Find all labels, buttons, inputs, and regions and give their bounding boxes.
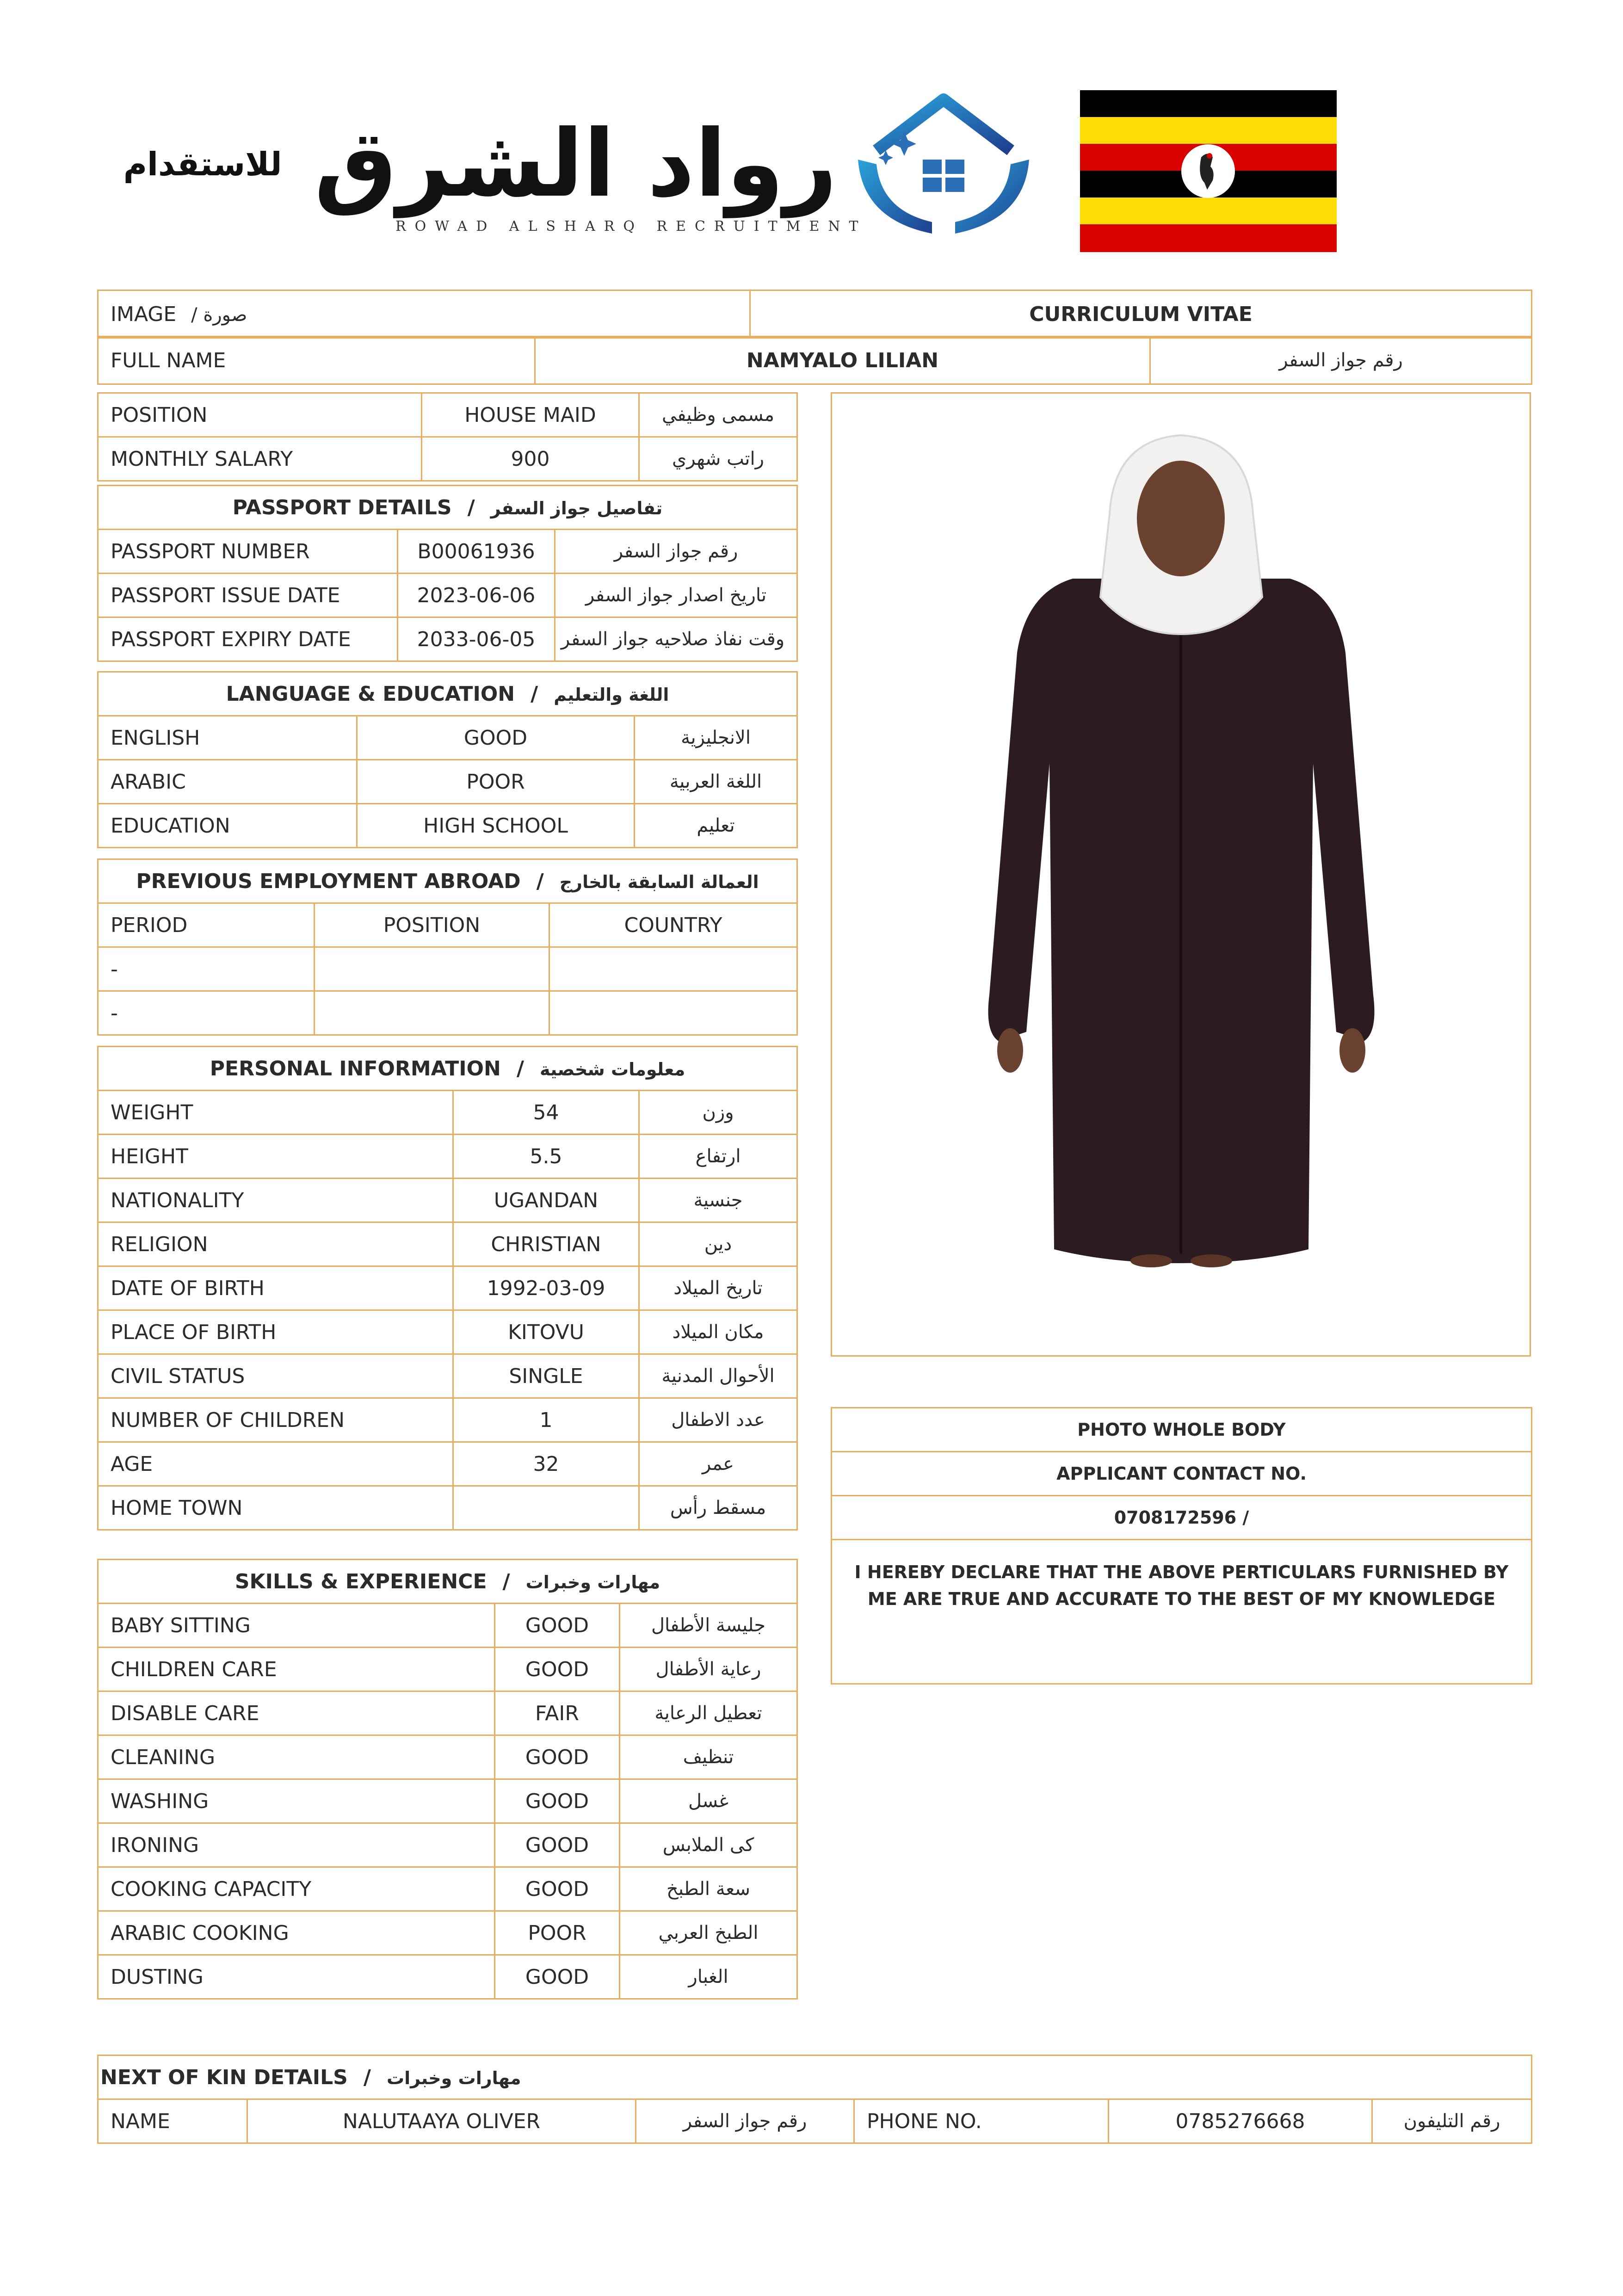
height-arabic: ارتفاع bbox=[639, 1135, 797, 1179]
skill-arabic: جليسة الأطفال bbox=[620, 1604, 797, 1648]
children-value: 1 bbox=[453, 1398, 639, 1442]
civil-status-arabic: الأحوال المدنية bbox=[639, 1354, 797, 1398]
applicant-info-table bbox=[831, 1407, 1532, 1685]
image-label-arabic: / صورة bbox=[191, 304, 247, 326]
table-row bbox=[98, 947, 797, 991]
position-value: HOUSE MAID bbox=[422, 393, 639, 437]
table-row bbox=[98, 1604, 797, 1648]
kin-name-arabic: رقم جواز السفر bbox=[636, 2099, 854, 2143]
table-row bbox=[98, 991, 797, 1035]
skill-arabic: تعطيل الرعاية bbox=[620, 1691, 797, 1735]
table-row bbox=[98, 1135, 797, 1179]
skills-section-title-arabic: مهارات وخبرات bbox=[525, 1572, 660, 1592]
passport-expiry-label: PASSPORT EXPIRY DATE bbox=[98, 617, 398, 661]
job-table bbox=[97, 392, 798, 481]
weight-arabic: وزن bbox=[639, 1091, 797, 1135]
dob-arabic: تاريخ الميلاد bbox=[639, 1266, 797, 1310]
skill-arabic: الغبار bbox=[620, 1955, 797, 1999]
house-hands-logo-icon bbox=[849, 90, 1038, 243]
header-table bbox=[97, 290, 1532, 339]
employment-position bbox=[315, 947, 549, 991]
image-label: IMAGE bbox=[111, 302, 177, 326]
personal-info-table bbox=[97, 1046, 798, 1531]
kin-phone-arabic: رقم التليفون bbox=[1372, 2099, 1532, 2143]
employment-country bbox=[549, 947, 797, 991]
hometown-label: HOME TOWN bbox=[98, 1486, 453, 1530]
passport-section-title-arabic: تفاصيل جواز السفر bbox=[490, 498, 663, 518]
table-row bbox=[98, 437, 797, 481]
dob-value: 1992-03-09 bbox=[453, 1266, 639, 1310]
weight-label: WEIGHT bbox=[98, 1091, 453, 1135]
skill-label: DISABLE CARE bbox=[98, 1691, 495, 1735]
birthplace-arabic: مكان الميلاد bbox=[639, 1310, 797, 1354]
applicant-contact-label: APPLICANT CONTACT NO. bbox=[832, 1452, 1532, 1496]
salary-label: MONTHLY SALARY bbox=[98, 437, 422, 481]
full-name-arabic: رقم جواز السفر bbox=[1150, 337, 1532, 384]
table-row bbox=[98, 1442, 797, 1486]
skill-value: GOOD bbox=[495, 1604, 620, 1648]
table-row bbox=[98, 1911, 797, 1955]
skill-arabic: تنظيف bbox=[620, 1735, 797, 1779]
skill-value: GOOD bbox=[495, 1779, 620, 1823]
employment-table bbox=[97, 858, 798, 1036]
table-row bbox=[98, 1735, 797, 1779]
person-full-body-icon bbox=[832, 394, 1530, 1355]
right-hand-shape bbox=[1339, 1028, 1365, 1073]
employment-period: - bbox=[98, 991, 315, 1035]
skill-label: CLEANING bbox=[98, 1735, 495, 1779]
religion-label: RELIGION bbox=[98, 1222, 453, 1266]
employment-period: - bbox=[98, 947, 315, 991]
skill-arabic: كى الملابس bbox=[620, 1823, 797, 1867]
passport-table bbox=[97, 485, 798, 662]
employment-country bbox=[549, 991, 797, 1035]
passport-issue-label: PASSPORT ISSUE DATE bbox=[98, 574, 398, 617]
photo-whole-body-label: PHOTO WHOLE BODY bbox=[832, 1408, 1532, 1452]
table-row bbox=[98, 1779, 797, 1823]
table-row bbox=[98, 1179, 797, 1222]
table-row bbox=[98, 1648, 797, 1691]
kin-section-title-arabic: مهارات وخبرات bbox=[386, 2068, 521, 2088]
skill-value: GOOD bbox=[495, 1735, 620, 1779]
passport-section-title: PASSPORT DETAILS / تفاصيل جواز السفر bbox=[98, 486, 797, 530]
table-row bbox=[98, 1266, 797, 1310]
skill-value: POOR bbox=[495, 1911, 620, 1955]
table-row bbox=[98, 1823, 797, 1867]
table-row bbox=[98, 617, 797, 661]
skill-arabic: غسل bbox=[620, 1779, 797, 1823]
skill-arabic: الطبخ العربي bbox=[620, 1911, 797, 1955]
full-name-table bbox=[97, 336, 1532, 385]
age-arabic: عمر bbox=[639, 1442, 797, 1486]
english-arabic: الانجليزية bbox=[635, 716, 797, 760]
column-header-period: PERIOD bbox=[98, 903, 315, 947]
skill-label: IRONING bbox=[98, 1823, 495, 1867]
salary-value: 900 bbox=[422, 437, 639, 481]
civil-status-label: CIVIL STATUS bbox=[98, 1354, 453, 1398]
cv-title: CURRICULUM VITAE bbox=[750, 290, 1532, 338]
skill-value: FAIR bbox=[495, 1691, 620, 1735]
skill-arabic: رعاية الأطفال bbox=[620, 1648, 797, 1691]
language-section-title-arabic: اللغة والتعليم bbox=[554, 684, 669, 705]
left-hand-shape bbox=[997, 1028, 1023, 1073]
table-row bbox=[98, 1486, 797, 1530]
company-logo-arabic-sub: للاستقدام bbox=[123, 145, 282, 183]
age-value: 32 bbox=[453, 1442, 639, 1486]
personal-section-title-arabic: معلومات شخصية bbox=[539, 1059, 685, 1080]
table-row bbox=[98, 1867, 797, 1911]
civil-status-value: SINGLE bbox=[453, 1354, 639, 1398]
english-label: ENGLISH bbox=[98, 716, 357, 760]
full-name-label: FULL NAME bbox=[98, 337, 535, 384]
table-row bbox=[98, 1354, 797, 1398]
table-row bbox=[98, 393, 797, 437]
religion-value: CHRISTIAN bbox=[453, 1222, 639, 1266]
children-arabic: عدد الاطفال bbox=[639, 1398, 797, 1442]
next-of-kin-table bbox=[97, 2055, 1532, 2144]
table-row bbox=[98, 530, 797, 574]
education-label: EDUCATION bbox=[98, 804, 357, 848]
dob-label: DATE OF BIRTH bbox=[98, 1266, 453, 1310]
kin-name-label: NAME bbox=[98, 2099, 247, 2143]
table-row bbox=[98, 760, 797, 804]
uganda-flag-icon bbox=[1080, 90, 1337, 252]
skill-value: GOOD bbox=[495, 1823, 620, 1867]
passport-number-arabic: رقم جواز السفر bbox=[555, 530, 797, 574]
nationality-arabic: جنسية bbox=[639, 1179, 797, 1222]
nationality-value: UGANDAN bbox=[453, 1179, 639, 1222]
table-row bbox=[98, 1222, 797, 1266]
language-section-title: LANGUAGE & EDUCATION / اللغة والتعليم bbox=[98, 672, 797, 716]
skill-label: CHILDREN CARE bbox=[98, 1648, 495, 1691]
skill-label: WASHING bbox=[98, 1779, 495, 1823]
table-row bbox=[98, 1091, 797, 1135]
arabic-value: POOR bbox=[357, 760, 635, 804]
skills-table bbox=[97, 1559, 798, 2000]
kin-name-value: NALUTAAYA OLIVER bbox=[247, 2099, 636, 2143]
left-foot-shape bbox=[1130, 1254, 1172, 1267]
arabic-label: ARABIC bbox=[98, 760, 357, 804]
skill-label: BABY SITTING bbox=[98, 1604, 495, 1648]
nationality-label: NATIONALITY bbox=[98, 1179, 453, 1222]
table-row bbox=[98, 1310, 797, 1354]
company-logo-subtitle: ROWAD ALSHARQ RECRUITMENT bbox=[395, 218, 867, 235]
table-row bbox=[98, 804, 797, 848]
kin-phone-value: 0785276668 bbox=[1109, 2099, 1372, 2143]
education-arabic: تعليم bbox=[635, 804, 797, 848]
religion-arabic: دين bbox=[639, 1222, 797, 1266]
height-value: 5.5 bbox=[453, 1135, 639, 1179]
skill-value: GOOD bbox=[495, 1867, 620, 1911]
applicant-contact-value: 0708172596 / bbox=[832, 1496, 1532, 1540]
skill-label: ARABIC COOKING bbox=[98, 1911, 495, 1955]
skill-value: GOOD bbox=[495, 1648, 620, 1691]
passport-number-label: PASSPORT NUMBER bbox=[98, 530, 398, 574]
hometown-arabic: مسقط رأس bbox=[639, 1486, 797, 1530]
skill-label: COOKING CAPACITY bbox=[98, 1867, 495, 1911]
passport-issue-value: 2023-06-06 bbox=[398, 574, 555, 617]
skill-label: DUSTING bbox=[98, 1955, 495, 1999]
table-row bbox=[98, 1398, 797, 1442]
position-label: POSITION bbox=[98, 393, 422, 437]
birthplace-value: KITOVU bbox=[453, 1310, 639, 1354]
passport-expiry-arabic: وقت نفاذ صلاحيه جواز السفر bbox=[555, 617, 797, 661]
birthplace-label: PLACE OF BIRTH bbox=[98, 1310, 453, 1354]
table-row bbox=[98, 1955, 797, 1999]
age-label: AGE bbox=[98, 1442, 453, 1486]
arabic-arabic: اللغة العربية bbox=[635, 760, 797, 804]
kin-section-title: NEXT OF KIN DETAILS / مهارات وخبرات bbox=[98, 2055, 1532, 2099]
english-value: GOOD bbox=[357, 716, 635, 760]
passport-number-value: B00061936 bbox=[398, 530, 555, 574]
personal-section-title: PERSONAL INFORMATION / معلومات شخصية bbox=[98, 1047, 797, 1091]
table-row bbox=[98, 574, 797, 617]
position-arabic: مسمى وظيفي bbox=[639, 393, 797, 437]
passport-issue-arabic: تاريخ اصدار جواز السفر bbox=[555, 574, 797, 617]
skill-value: GOOD bbox=[495, 1955, 620, 1999]
table-header-row bbox=[98, 903, 797, 947]
skills-section-title: SKILLS & EXPERIENCE / مهارات وخبرات bbox=[98, 1560, 797, 1604]
table-row bbox=[98, 1691, 797, 1735]
table-row bbox=[98, 2099, 1532, 2143]
skill-arabic: سعة الطبخ bbox=[620, 1867, 797, 1911]
employment-section-title-arabic: العمالة السابقة بالخارج bbox=[559, 871, 759, 892]
image-label-cell bbox=[98, 290, 750, 338]
language-table bbox=[97, 671, 798, 848]
kin-phone-label: PHONE NO. bbox=[854, 2099, 1109, 2143]
children-label: NUMBER OF CHILDREN bbox=[98, 1398, 453, 1442]
passport-expiry-value: 2033-06-05 bbox=[398, 617, 555, 661]
employment-section-title: PREVIOUS EMPLOYMENT ABROAD / العمالة السابقة بالخارج bbox=[98, 859, 797, 903]
height-label: HEIGHT bbox=[98, 1135, 453, 1179]
weight-value: 54 bbox=[453, 1091, 639, 1135]
right-foot-shape bbox=[1191, 1254, 1232, 1267]
face-shape bbox=[1137, 461, 1225, 576]
column-header-position: POSITION bbox=[315, 903, 549, 947]
column-header-country: COUNTRY bbox=[549, 903, 797, 947]
salary-arabic: راتب شهري bbox=[639, 437, 797, 481]
company-logo-arabic: رواد الشرق للاستقدام bbox=[123, 110, 837, 218]
education-value: HIGH SCHOOL bbox=[357, 804, 635, 848]
applicant-photo bbox=[831, 392, 1531, 1357]
employment-position bbox=[315, 991, 549, 1035]
hometown-value bbox=[453, 1486, 639, 1530]
table-row bbox=[98, 716, 797, 760]
full-name-value: NAMYALO LILIAN bbox=[535, 337, 1150, 384]
declaration-text: I HEREBY DECLARE THAT THE ABOVE PERTICULARS FURNISHED BY ME ARE TRUE AND ACCURATE TO THE BEST OF MY KNOWLEDGE bbox=[832, 1540, 1532, 1684]
